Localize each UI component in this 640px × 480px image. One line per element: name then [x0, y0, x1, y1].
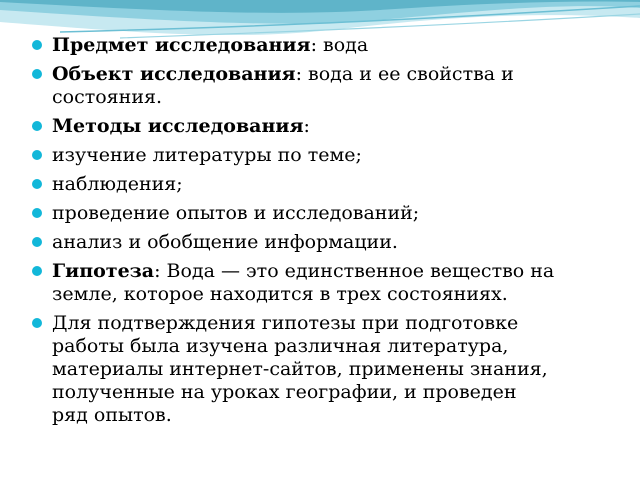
bullet-text: проведение опытов и исследований; — [52, 202, 420, 224]
bullet-item — [32, 231, 624, 254]
bullet-item — [32, 202, 624, 225]
bullet-text: : вода — [310, 34, 369, 56]
bullet-term: Методы исследования — [52, 115, 304, 137]
bullet-dot-icon — [32, 40, 42, 50]
bullet-dot-icon — [32, 266, 42, 276]
bullet-text: анализ и обобщение информации. — [52, 231, 398, 253]
content-bullet-list — [32, 34, 624, 433]
bullet-text: : — [303, 115, 310, 137]
bullet-dot-icon — [32, 179, 42, 189]
bullet-text: : Вода — это единственное вещество на земле, которое находится в трех состояниях. — [52, 260, 555, 305]
bullet-dot-icon — [32, 237, 42, 247]
bullet-dot-icon — [32, 318, 42, 328]
bullet-item — [32, 312, 624, 427]
bullet-dot-icon — [32, 208, 42, 218]
bullet-dot-icon — [32, 69, 42, 79]
bullet-item — [32, 260, 624, 306]
bullet-dot-icon — [32, 121, 42, 131]
bullet-dot-icon — [32, 150, 42, 160]
bullet-term: Предмет исследования — [52, 34, 311, 56]
bullet-text: изучение литературы по теме; — [52, 144, 362, 166]
bullet-text: : вода и ее свойства и состояния. — [52, 63, 514, 108]
bullet-item — [32, 173, 624, 196]
bullet-item — [32, 63, 624, 109]
bullet-text: Для подтверждения гипотезы при подготовке работы была изучена различная литература, материалы интернет-сайтов, применены знания, полученные на уроках географии, и проведен ряд опытов. — [52, 312, 548, 426]
bullet-item — [32, 144, 624, 167]
bullet-term: Объект исследования — [52, 63, 296, 85]
bullet-term: Гипотеза — [52, 260, 155, 282]
bullet-text: наблюдения; — [52, 173, 183, 195]
bullet-item — [32, 34, 624, 57]
bullet-item — [32, 115, 624, 138]
